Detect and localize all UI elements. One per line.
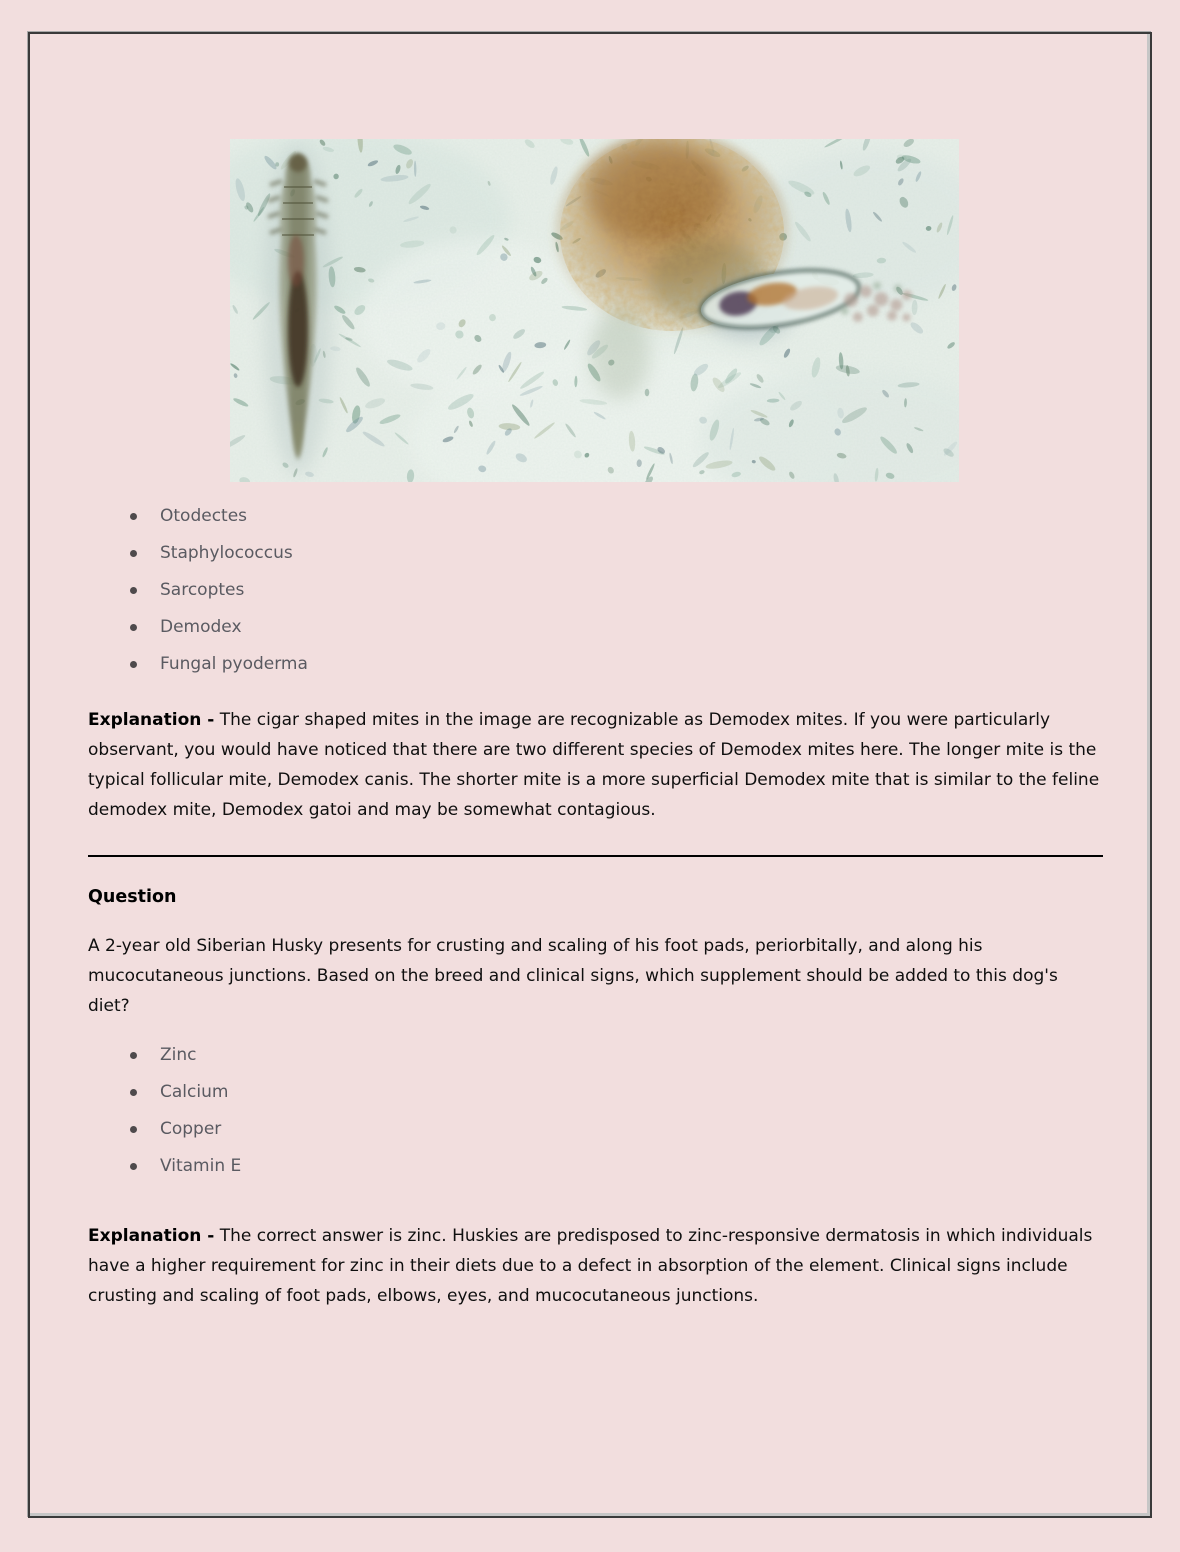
answer-options-list-2 [88, 1037, 1103, 1185]
explanation-text: The cigar shaped mites in the image are recognizable as Demodex mites. If you were particularly observant, you would have noticed that there are two different species of Demodex mites here. The longer mite is the typical follicular mite, Demodex canis. The shorter mite is a more superficial Demodex mite that is similar to the feline demodex mite, Demodex gatoi and may be somewhat contagious. [88, 710, 1100, 820]
section-divider [88, 855, 1103, 857]
answer-option: Otodectes [88, 498, 1103, 535]
micrograph-image [230, 139, 959, 482]
answer-option: Staphylococcus [88, 535, 1103, 572]
question-heading: Question [88, 887, 177, 907]
explanation-2 [88, 1221, 1103, 1311]
answer-option: Sarcoptes [88, 572, 1103, 609]
explanation-1 [88, 705, 1103, 825]
demodex-canis-mite [264, 144, 332, 474]
answer-options-list-1 [88, 498, 1103, 683]
answer-option: Fungal pyoderma [88, 646, 1103, 683]
micrograph [230, 139, 959, 482]
page-content [30, 34, 1150, 1311]
answer-option: Vitamin E [88, 1148, 1103, 1185]
answer-option: Copper [88, 1111, 1103, 1148]
explanation-text: The correct answer is zinc. Huskies are predisposed to zinc-responsive dermatosis in which individuals have a higher requirement for zinc in their diets due to a defect in absorption of the element. Clinical signs include crusting and scaling of foot pads, elbows, eyes, and mucocutaneous junctions. [88, 1226, 1093, 1306]
explanation-label: Explanation - [88, 1226, 215, 1246]
explanation-label: Explanation - [88, 710, 215, 730]
answer-option: Demodex [88, 609, 1103, 646]
answer-option: Calcium [88, 1074, 1103, 1111]
answer-option: Zinc [88, 1037, 1103, 1074]
page-frame [28, 32, 1152, 1518]
question-text: A 2-year old Siberian Husky presents for crusting and scaling of his foot pads, periorbitally, and along his mucocutaneous junctions. Based on the breed and clinical signs, which supplement should be added to this dog's diet? [88, 936, 1058, 1016]
